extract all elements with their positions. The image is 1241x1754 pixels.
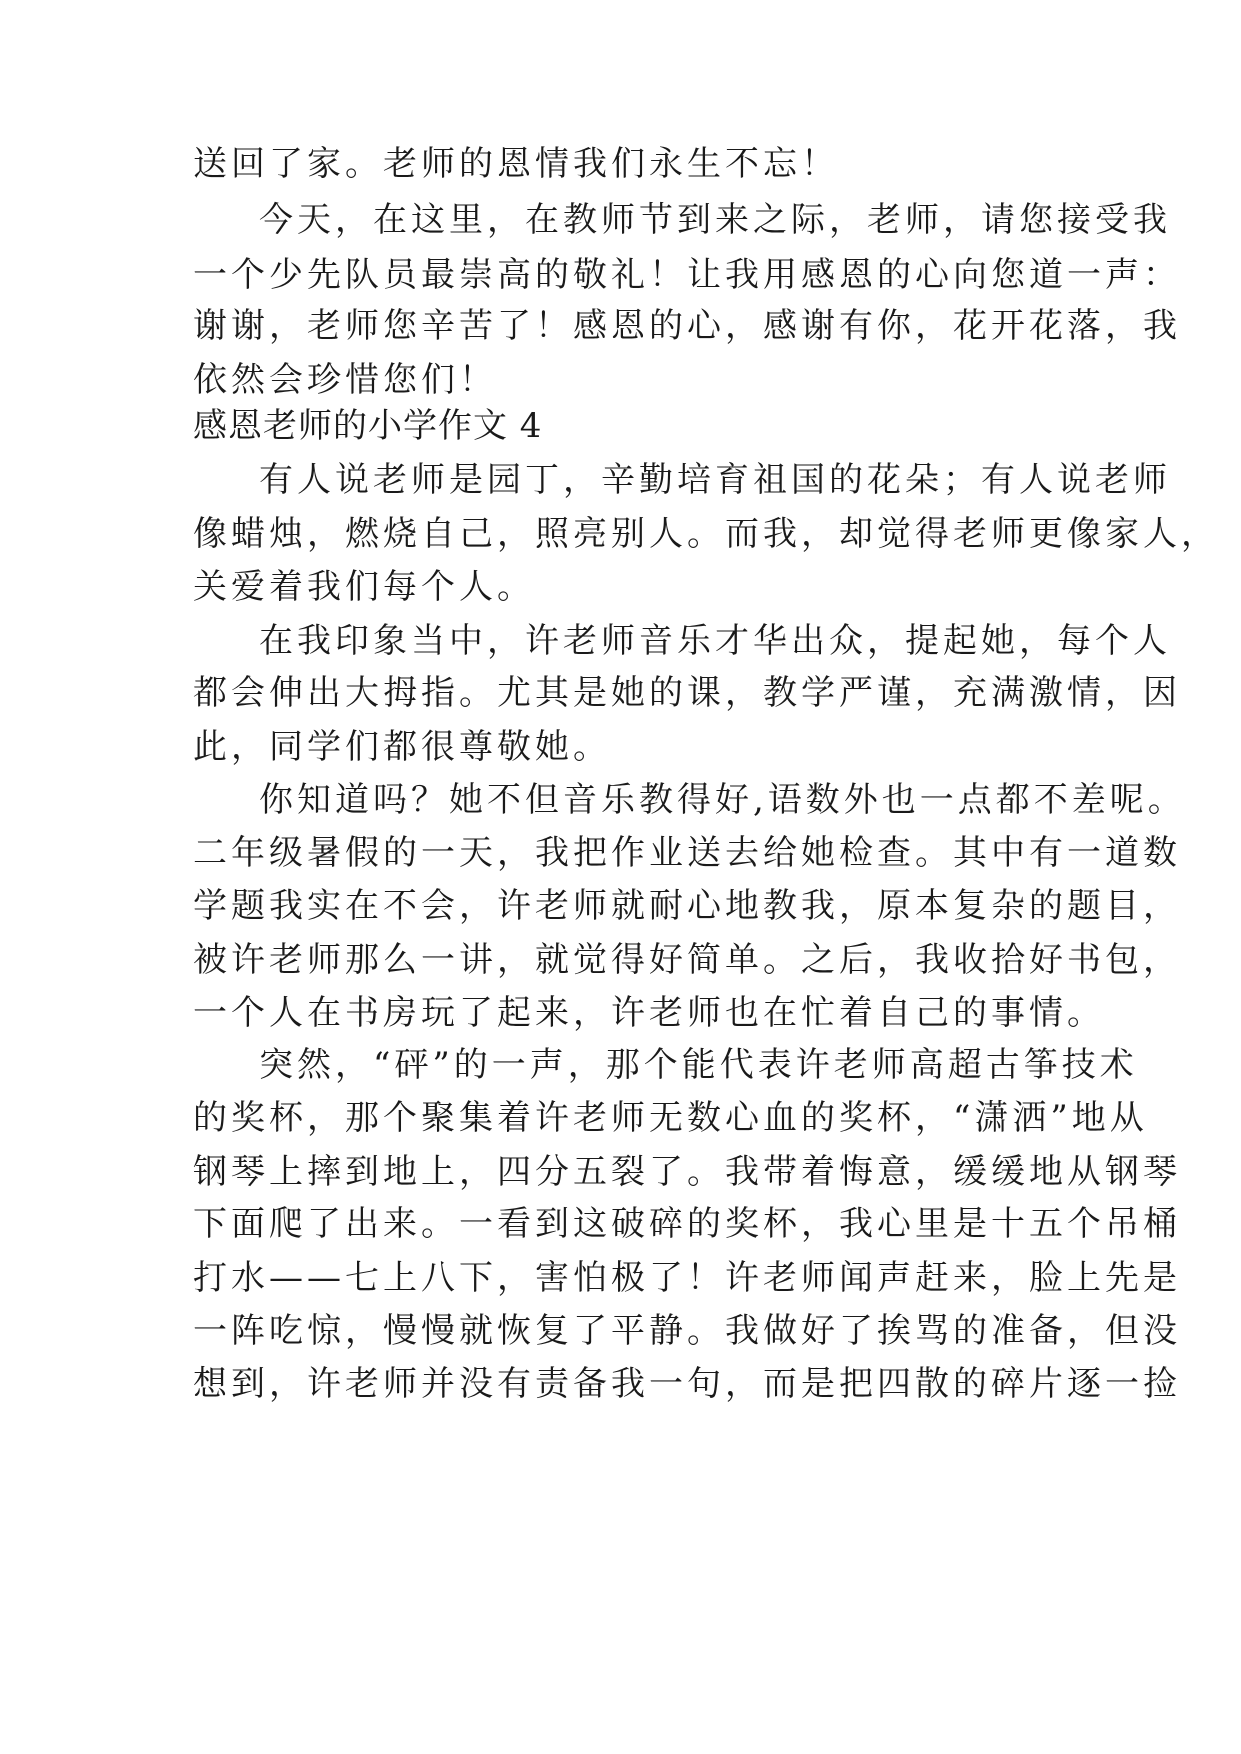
text-line: 钢琴上摔到地上，四分五裂了。我带着悔意，缓缓地从钢琴	[193, 1152, 1181, 1192]
text-line: 依然会珍惜您们！	[193, 360, 497, 400]
text-line: 被许老师那么一讲，就觉得好简单。之后，我收拾好书包，	[193, 940, 1181, 980]
text-line: 打水——七上八下，害怕极了！许老师闻声赶来，脸上先是	[193, 1258, 1181, 1298]
text-line: 想到，许老师并没有责备我一句，而是把四散的碎片逐一捡	[193, 1364, 1181, 1404]
paragraph-start-line: 你知道吗？她不但音乐教得好,语数外也一点都不差呢。	[259, 780, 1186, 820]
text-line: 的奖杯，那个聚集着许老师无数心血的奖杯，“潇洒”地从	[193, 1098, 1148, 1138]
text-line: 二年级暑假的一天，我把作业送去给她检查。其中有一道数	[193, 833, 1181, 873]
paragraph-start-line: 突然，“砰”的一声，那个能代表许老师高超古筝技术	[259, 1045, 1138, 1085]
text-line-1: 送回了家。老师的恩情我们永生不忘！	[193, 144, 839, 184]
text-line: 一个人在书房玩了起来，许老师也在忙着自己的事情。	[193, 993, 1105, 1033]
paragraph-start-line: 在我印象当中，许老师音乐才华出众，提起她，每个人	[259, 621, 1171, 661]
text-line: 下面爬了出来。一看到这破碎的奖杯，我心里是十五个吊桶	[193, 1204, 1181, 1244]
text-line: 关爱着我们每个人。	[193, 567, 535, 607]
text-line: 学题我实在不会，许老师就耐心地教我，原本复杂的题目，	[193, 886, 1181, 926]
text-line: 一个少先队员最崇高的敬礼！让我用感恩的心向您道一声：	[193, 255, 1181, 295]
section-heading: 感恩老师的小学作文 4	[193, 406, 543, 446]
paragraph-start-line: 有人说老师是园丁，辛勤培育祖国的花朵；有人说老师	[259, 460, 1171, 500]
text-line: 都会伸出大拇指。尤其是她的课，教学严谨，充满激情，因	[193, 673, 1181, 713]
text-line: 谢谢，老师您辛苦了！感恩的心，感谢有你，花开花落，我	[193, 306, 1181, 346]
text-line: 像蜡烛，燃烧自己，照亮别人。而我，却觉得老师更像家人，	[193, 514, 1219, 554]
text-line: 一阵吃惊，慢慢就恢复了平静。我做好了挨骂的准备，但没	[193, 1311, 1181, 1351]
paragraph-start-line: 今天，在这里，在教师节到来之际，老师，请您接受我	[259, 200, 1171, 240]
text-line: 此，同学们都很尊敬她。	[193, 727, 611, 767]
